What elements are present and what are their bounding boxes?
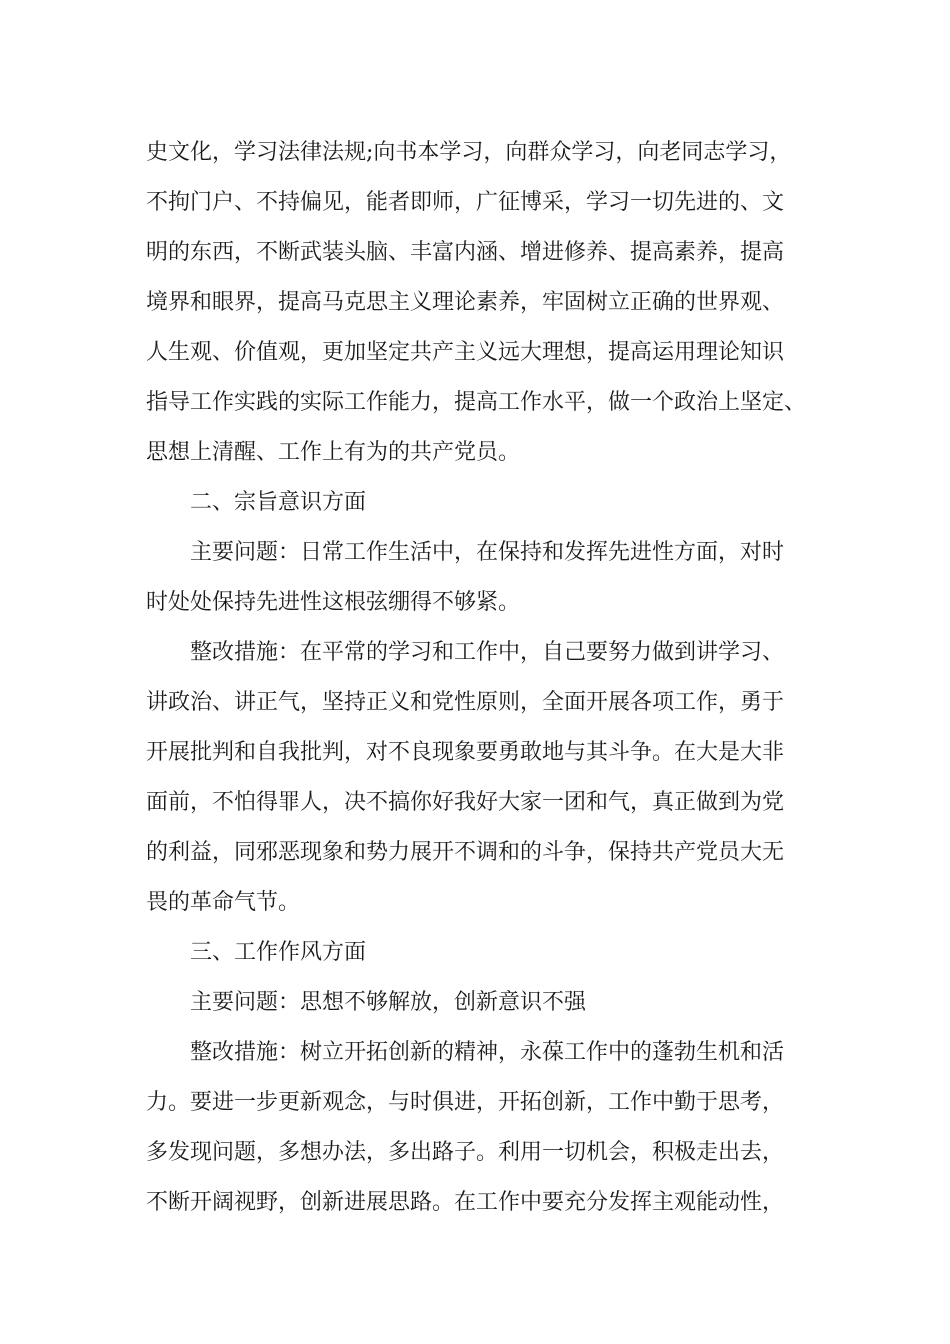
document-body [146,128,836,1228]
text-line: 思想上清醒、工作上有为的共产党员。 [146,440,521,465]
text-line: 的利益，同邪恶现象和势力展开不调和的斗争，保持共产党员大无 [146,840,785,865]
text-line: 人生观、价值观，更加坚定共产主义远大理想，提高运用理论知识 [146,340,785,365]
text-line: 开展批判和自我批判，对不良现象要勇敢地与其斗争。在大是大非 [146,740,785,765]
paragraph-first-line: 主要问题：思想不够解放，创新意识不强 [190,990,587,1015]
paragraph-first-line: 整改措施：在平常的学习和工作中，自己要努力做到讲学习、 [190,640,785,665]
section-heading: 二、宗旨意识方面 [190,490,367,515]
text-line: 不拘门户、不持偏见，能者即师，广征博采，学习一切先进的、文 [146,190,785,215]
paragraph-first-line: 整改措施：树立开拓创新的精神，永葆工作中的蓬勃生机和活 [190,1040,785,1065]
section-heading: 三、工作作风方面 [190,940,367,965]
text-line: 史文化，学习法律法规;向书本学习，向群众学习，向老同志学习， [146,140,792,165]
text-line: 时处处保持先进性这根弦绷得不够紧。 [146,590,521,615]
paragraph-first-line: 主要问题：日常工作生活中，在保持和发挥先进性方面，对时 [190,540,785,565]
text-line: 讲政治、讲正气，坚持正义和党性原则，全面开展各项工作，勇于 [146,690,785,715]
text-line: 畏的革命气节。 [146,890,301,915]
text-line: 明的东西，不断武装头脑、丰富内涵、增进修养、提高素养，提高 [146,240,785,265]
text-line: 多发现问题，多想办法，多出路子。利用一切机会，积极走出去， [146,1140,785,1165]
text-line: 面前，不怕得罪人，决不搞你好我好大家一团和气，真正做到为党 [146,790,785,815]
text-line: 力。要进一步更新观念，与时俱进，开拓创新，工作中勤于思考， [146,1090,785,1115]
text-line: 境界和眼界，提高马克思主义理论素养，牢固树立正确的世界观、 [146,290,785,315]
text-line: 不断开阔视野，创新进展思路。在工作中要充分发挥主观能动性， [146,1190,785,1215]
text-line: 指导工作实践的实际工作能力，提高工作水平，做一个政治上坚定、 [146,390,807,415]
